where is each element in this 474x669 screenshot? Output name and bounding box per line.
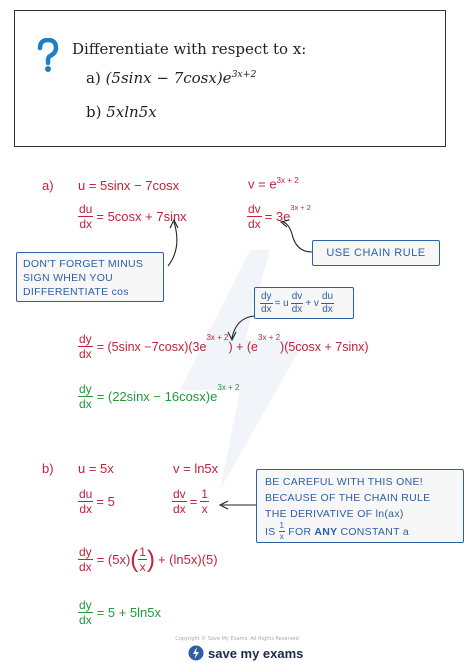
note-minus-sign: DON'T FORGET MINUS SIGN WHEN YOU DIFFERENTIATE cos bbox=[16, 252, 164, 302]
dv-dx-equation: $\frac{dv}{dx}$ = 3e $^{3x + 2}$ bbox=[248, 202, 311, 231]
question-prompt: Differentiate with respect to x: bbox=[72, 40, 307, 58]
du-dx-b: $\frac{du}{dx}$ = 5 bbox=[79, 487, 115, 516]
dy-dx-product-expansion: $\frac{dy}{dx}$ = (5sinx −7cosx)(3e $^{3x + 2}$ ) + (e $^{3x + 2}$ )(5cosx + 7sinx) bbox=[79, 332, 369, 361]
dy-dx-product-b: $\frac{dy}{dx}$ = (5x) ( $\frac{1}{x}$ ) + (ln5x)(5) bbox=[79, 545, 218, 574]
copyright-text: Copyright © Save My Exams. All Rights Reserved bbox=[175, 636, 299, 642]
dy-dx-final-b: $\frac{dy}{dx}$ = 5 + 5ln5x bbox=[79, 598, 162, 627]
solution-b-label: b) bbox=[42, 461, 54, 476]
product-rule-note: $\frac{dy}{dx}$ = u $\frac{dv}{dx}$ + v $\frac{du}{dx}$ bbox=[254, 287, 354, 319]
brand-name: save my exams bbox=[208, 645, 304, 661]
du-dx-equation: $\frac{du}{dx}$ = 5cosx + 7sinx bbox=[79, 202, 187, 231]
brand-logo bbox=[188, 645, 303, 661]
v-definition: $v = e^{3x + 2}$ bbox=[248, 176, 299, 192]
v-definition-b: v = ln5x bbox=[173, 461, 219, 476]
note-chain-rule: USE CHAIN RULE bbox=[312, 240, 440, 266]
u-definition-b: u = 5x bbox=[78, 461, 114, 476]
solution-a-label: a) bbox=[42, 178, 54, 193]
dv-dx-b: $\frac{dv}{dx}$ = $\frac{1}{x}$ bbox=[173, 487, 208, 516]
dy-dx-final-a: $\frac{dy}{dx}$ = (22sinx − 16cosx)e $^{3x + 2}$ bbox=[79, 382, 240, 411]
question-part-a: a) $(5\sin x - 7\cos x)e^{3x+2}$ bbox=[86, 69, 257, 87]
u-definition: u = 5sinx − 7cosx bbox=[78, 178, 180, 193]
lightning-logo-icon bbox=[188, 645, 204, 661]
question-part-b: b) 5xln5x bbox=[86, 103, 157, 121]
note-careful-chain-rule: BE CAREFUL WITH THIS ONE! BECAUSE OF THE CHAIN RULE THE DERIVATIVE OF ln(ax) IS $\frac{1}{x}$ FOR ANY CONSTANT a bbox=[256, 469, 464, 543]
